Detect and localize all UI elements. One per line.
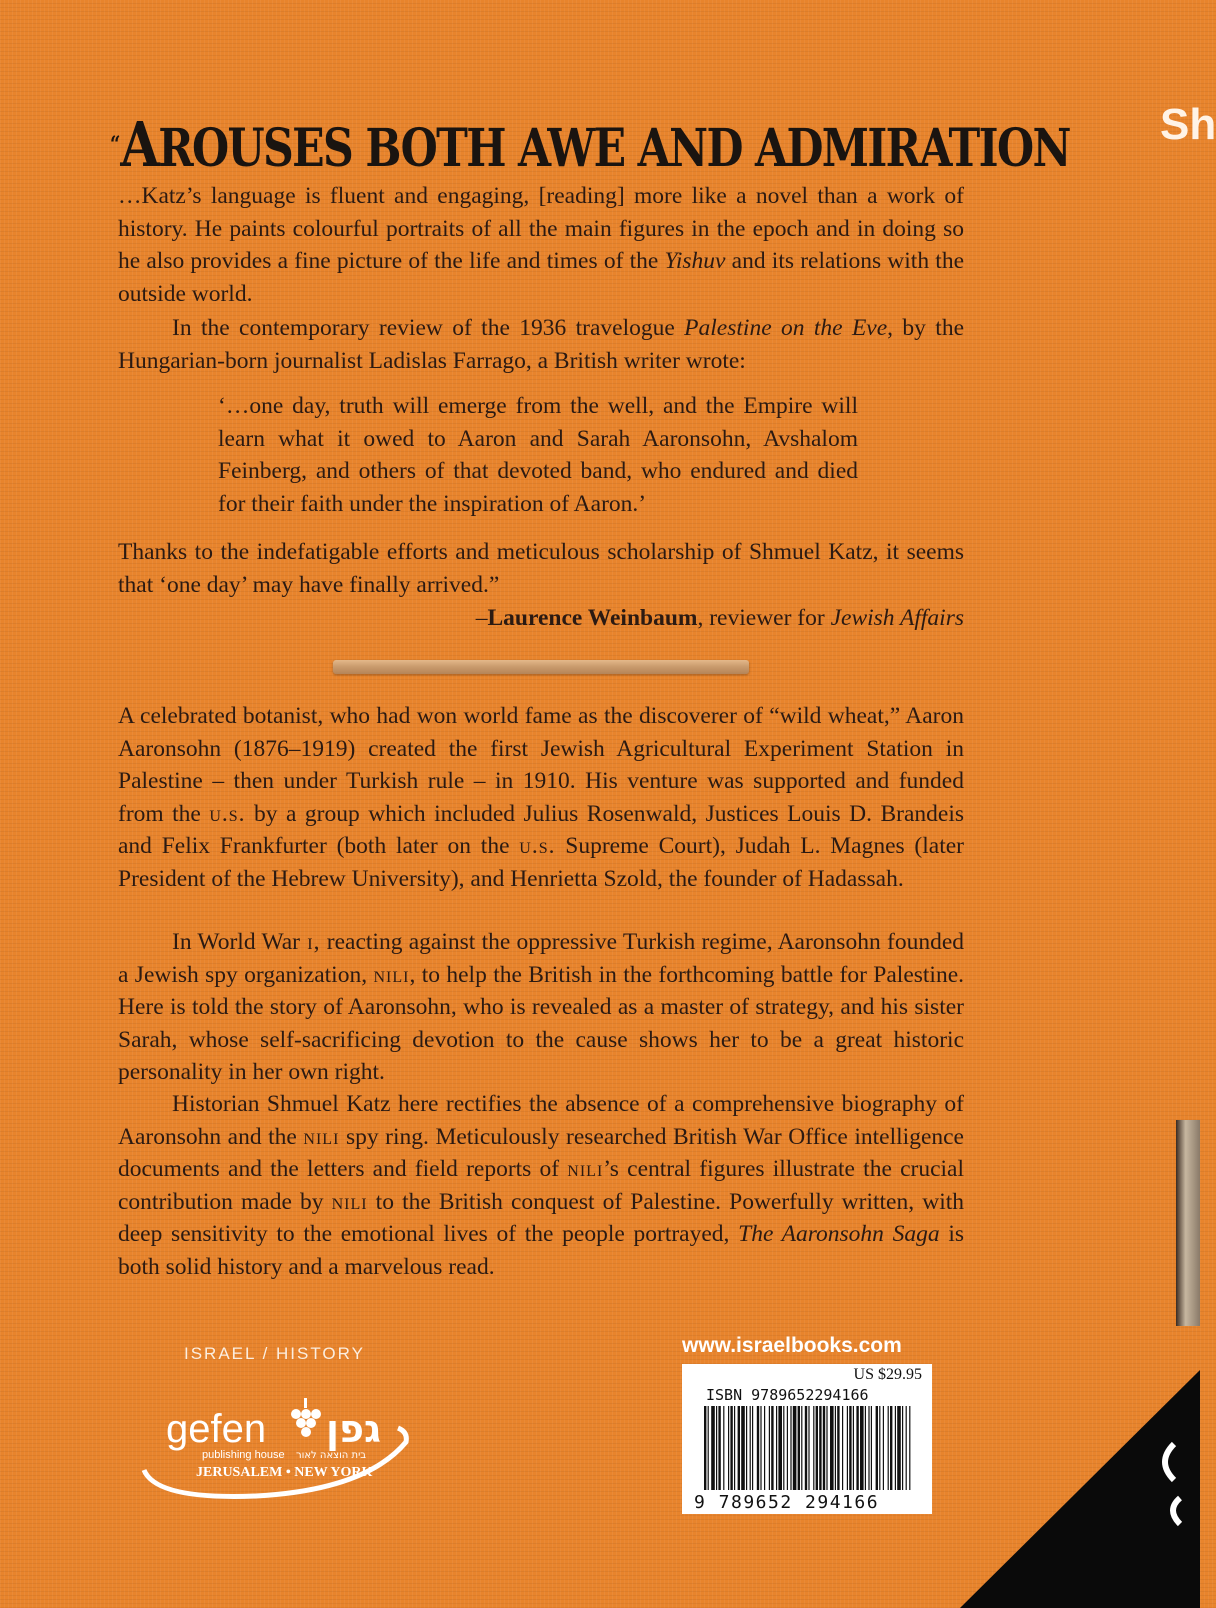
barcode-bar [819, 1406, 821, 1490]
headline-first-letter: A [120, 108, 159, 181]
barcode-box [682, 1364, 932, 1514]
logo-hebrew-subtitle: בית הוצאה לאור [296, 1450, 367, 1461]
barcode-bar [723, 1406, 724, 1490]
barcode-bar [752, 1406, 753, 1490]
barcode-bar [730, 1406, 732, 1490]
barcode-bar [888, 1406, 889, 1490]
barcode-bar [750, 1406, 751, 1490]
barcode-bar [783, 1406, 784, 1490]
logo-name: gefen [166, 1407, 267, 1451]
barcode-bar [769, 1406, 770, 1490]
barcode-bar [778, 1406, 782, 1490]
barcode-bar [813, 1406, 814, 1490]
description-paragraph-2 [118, 926, 964, 1089]
barcode-bar [830, 1406, 834, 1490]
barcode-bar [853, 1406, 854, 1490]
spine-text-fragment: Sh [1160, 100, 1216, 149]
barcode-bar [860, 1406, 864, 1490]
website-url: www.israelbooks.com [682, 1334, 902, 1357]
barcode-bar [741, 1406, 745, 1490]
review-p2-text: In the contemporary review of the 1936 travelogue Palestine on the Eve, by the Hungarian-born journalist Ladislas Farrago, a British writer wrote: [118, 315, 965, 374]
barcode-bar [823, 1406, 825, 1490]
review-p1-text: …Katz’s language is fluent and engaging, [reading] more like a novel than a work of history. He paints colourful portraits of all the main figures in the epoch and in doing so he also provides a fine picture of the life and times of the Yishuv and its relations with the outside world. [118, 183, 964, 307]
isbn-label: ISBN 9789652294166 [706, 1386, 869, 1404]
logo-subtitle: publishing house [202, 1449, 285, 1461]
category-label: ISRAEL / HISTORY [184, 1344, 365, 1363]
reviewer-role: , reviewer for [697, 605, 831, 631]
review-paragraph-3 [118, 536, 964, 601]
barcode-bar [708, 1406, 709, 1490]
price: US $29.95 [853, 1366, 922, 1383]
barcode-bar [760, 1406, 761, 1490]
barcode-bar [711, 1406, 715, 1490]
barcode-bar [704, 1406, 706, 1490]
barcode-bar [716, 1406, 717, 1490]
desc-p3-text: Historian Shmuel Katz here rectifies the absence of a comprehensive biography of Aaronsohn and the nili spy ring. Meticulously researched British War Office intelligence documents and the letters and field reports of nili’s central figures illustrate the crucial contribution made by nili to the British conquest of Palestine. Powerfully written, with deep sensitivity to the emotional lives of the people portrayed, The Aaronsohn Saga is both solid history and a marvelous read. [118, 1091, 964, 1280]
attribution-dash: – [475, 605, 488, 631]
review-blockquote: ‘…one day, truth will emerge from the well, and the Empire will learn what it owed to Aaron and Sarah Aaronsohn, Avshalom Feinberg, and others of that devoted band, who endured and died for their faith under the inspiration of Aaron.’ [218, 393, 858, 517]
barcode-bar [876, 1406, 878, 1490]
desc-p1-text: A celebrated botanist, who had won world fame as the discoverer of “wild wheat,” Aaron Aaronsohn (1876–1919) created the first Jewish Agricultural Experiment Station in Palestine – then under Turkish rule – in 1910. His venture was supported and funded from the u.s. by a group which included Julius Rosenwald, Justices Louis D. Brandeis and Felix Frankfurter (both later on the u.s. Supreme Court), Judah L. Magnes (later President of the Hebrew University), and Henrietta Szold, the founder of Hadassah. [118, 703, 965, 892]
barcode-bar [909, 1406, 910, 1490]
barcode-bar [764, 1406, 765, 1490]
barcode-bar [906, 1406, 907, 1490]
reviewer-name: Laurence Weinbaum [487, 605, 698, 631]
review-paragraph-2 [118, 312, 964, 377]
barcode-bar [890, 1406, 892, 1490]
headline [110, 108, 1070, 182]
barcode-bar [868, 1406, 869, 1490]
divider-bar [333, 660, 749, 674]
barcode-bar [895, 1406, 896, 1490]
logo-hebrew: גפן [326, 1407, 382, 1451]
barcode-bar [902, 1406, 903, 1490]
grapes-icon [291, 1398, 321, 1437]
black-corner-shape [960, 1370, 1200, 1608]
barcode-bars [704, 1406, 910, 1490]
barcode-bar [808, 1406, 809, 1490]
barcode-bar [883, 1406, 884, 1490]
publisher-logo [136, 1392, 426, 1502]
barcode-bar [856, 1406, 858, 1490]
headline-open-quote: “ [110, 132, 119, 158]
barcode-bar [757, 1406, 759, 1490]
barcode-bar [787, 1406, 788, 1490]
review-p3-text: Thanks to the indefatigable efforts and meticulous scholarship of Shmuel Katz, it seems that ‘one day’ may have finally arrived.” [118, 539, 964, 598]
headline-rest: ROUSES BOTH AWE AND ADMIRATION [158, 118, 1070, 179]
barcode-bar [801, 1406, 802, 1490]
review-attribution [476, 602, 964, 635]
barcode-bar [776, 1406, 777, 1490]
barcode-bar [816, 1406, 818, 1490]
barcode-bar [847, 1406, 848, 1490]
barcode-bar [842, 1406, 843, 1490]
barcode-bar [871, 1406, 872, 1490]
barcode-bar [793, 1406, 797, 1490]
barcode-bar [790, 1406, 791, 1490]
barcode-bar [728, 1406, 729, 1490]
review-paragraph-1 [118, 180, 964, 310]
barcode-bar [835, 1406, 836, 1490]
barcode-bar [826, 1406, 827, 1490]
isbn-digits: 9 789652 294166 [694, 1492, 880, 1513]
barcode-bar [837, 1406, 839, 1490]
barcode-bar [849, 1406, 851, 1490]
barcode-bar [879, 1406, 880, 1490]
barcode-bar [734, 1406, 735, 1490]
barcode-bar [897, 1406, 901, 1490]
barcode-bar [718, 1406, 720, 1490]
description-paragraph-3 [118, 1088, 964, 1283]
logo-cities: JERUSALEM • NEW YORK [196, 1465, 373, 1480]
barcode-bar [738, 1406, 740, 1490]
barcode-bar [771, 1406, 773, 1490]
description-paragraph-1 [118, 700, 964, 895]
barcode-bar [805, 1406, 807, 1490]
barcode-bar [798, 1406, 800, 1490]
barcode-bar [865, 1406, 866, 1490]
review-publication: Jewish Affairs [830, 605, 964, 631]
barcode-bar [746, 1406, 747, 1490]
cover-photo-edge [1176, 1120, 1200, 1326]
desc-p2-text: In World War i, reacting against the oppressive Turkish regime, Aaronsohn founded a Jewish spy organization, nili, to help the British in the forthcoming battle for Palestine. Here is told the story of Aaronsohn, who is revealed as a master of strategy, and his sister Sarah, whose self-sacrificing devotion to the cause shows her to be a great historic personality in her own right. [118, 929, 965, 1085]
